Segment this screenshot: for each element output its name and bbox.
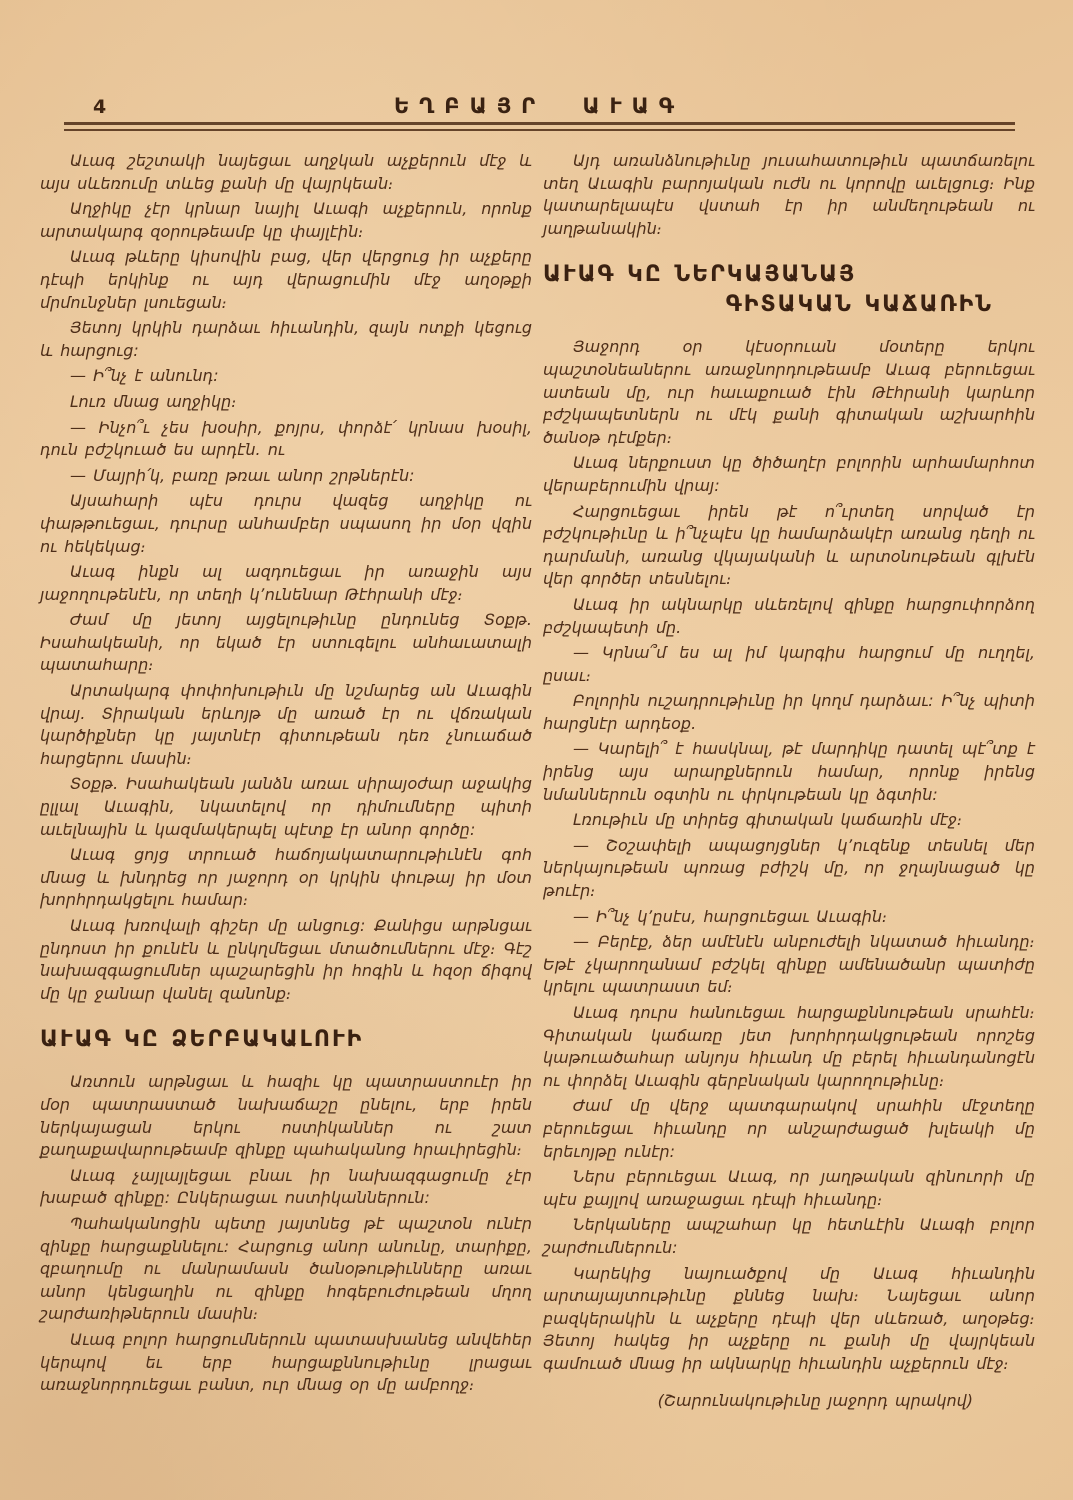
dialogue-paragraph: — Մայրի՛կ, բառը թռաւ անոր շրթներէն: <box>70 465 415 485</box>
paragraph: Աղջիկը չէր կրնար նայիլ Աւագի աչքերուն, որոնք արտակարգ զօրութեամբ կը փայլէին։ <box>40 199 532 241</box>
paragraph: Ժամ մը յետոյ այցելութիւնը ընդունեց Տօքթ. Իսահակեանի, որ եկած էր ստուգելու անհաւատալի պատահարը։ <box>40 610 532 675</box>
section-heading-line: ԳԻՏԱԿԱՆ ԿԱՃԱՌԻՆ <box>725 292 993 318</box>
text-column-left <box>40 150 532 1400</box>
paragraph: Աւագ ներքուստ կը ծիծաղէր բոլորին արհամարհոտ վերաբերումին վրայ: <box>543 453 1035 495</box>
paragraph: Լռութիւն մը տիրեց գիտական կաճառին մէջ։ <box>573 810 963 830</box>
paragraph: Արտակարգ փոփոխութիւն մը նշմարեց ան Աւագին վրայ. Տիրական երևոյթ մը առած էր ու վճռական կարծիքներ կը յայտնէր գիտութեան դեռ չնուաճած հարցերու մասին։ <box>40 681 532 768</box>
paragraph: Յաջորդ օր կէսօրուան մօտերը երկու պաշտօնեաներու առաջնորդութեամբ Աւագ բերուեցաւ ատեան մը, ուր հաւաքուած էին Թէհրանի կարևոր բժշկապետներն ու մէկ քանի գիտական աշխարհին ծանօթ դէմքեր։ <box>543 337 1035 447</box>
text-column-right <box>543 150 1035 1412</box>
section-heading: ԱՒԱԳ ԿԸ ՁԵՐԲԱԿԱԼՈՒԻ <box>40 1027 364 1053</box>
paragraph: Աւագ իր ակնարկը սևեռելով զինքը հարցուփորձող բժշկապետի մը. <box>543 594 1035 637</box>
dialogue-paragraph: — Բերէք, ձեր ամէնէն անբուժելի նկատած հիւանդը։ Եթէ չկարողանամ բժշկել զինքը ամենածանր պատիժը կրելու պատրաստ եմ։ <box>543 932 1035 997</box>
dialogue-paragraph: — Շօշափելի ապացոյցներ կ՚ուզենք տեսնել մեր ներկայութեան պոռաց բժիշկ մը, որ ջղայնացած կը թուէր։ <box>543 835 1035 901</box>
page-header <box>65 94 1013 120</box>
paragraph: Աւագ դուրս հանուեցաւ հարցաքննութեան սրահէն։ Գիտական կաճառը յետ խորհրդակցութեան որոշեց կաթուածահար անյոյս հիւանդ մը բերել հիւանդանոցէն ու փորձել Աւագին գերբնական կարողութիւնը։ <box>543 1003 1035 1090</box>
paragraph: Աւագ ցոյց տրուած հաճոյակատարութիւնէն գոհ մնաց և խնդրեց որ յաջորդ օր կրկին փութայ իր մօտ խորհրդակցելու համար։ <box>40 845 532 910</box>
dialogue-paragraph: — Ի՞նչ կ՚ըսէս, հարցուեցաւ Աւագին։ <box>573 906 888 926</box>
paragraph: Ժամ մը վերջ պատգարակով սրահին մէջտեղը բերուեցաւ հիւանդը որ անշարժացած խլեակի մը երեւոյթը ունէր: <box>543 1096 1035 1161</box>
paragraph: Տօքթ. Իսահակեան յանձն առաւ սիրայօժար աջակից ըլլալ Աւագին, նկատելով որ դիմումները պիտի աւելնային և կազմակերպել պէտք էր անոր գործը: <box>40 774 532 839</box>
paragraph: Ներկաները ապշահար կը հետևէին Աւագի բոլոր շարժումներուն: <box>543 1215 1035 1257</box>
paragraph: Կարեկից նայուածքով մը Աւագ հիւանդին արտայայտութիւնը քննեց նախ։ Նայեցաւ անոր բազկերակին և աչքերը դէպի վեր սևեռած, աղօթեց։ Յետոյ հակեց իր աչքերը ու քանի մը վայրկեան գամուած մնաց իր ակնարկը հիւանդին աչքերուն մէջ։ <box>543 1263 1035 1373</box>
dialogue-paragraph: — Ի՞նչ է անունդ: <box>70 366 219 386</box>
paragraph: Ներս բերուեցաւ Աւագ, որ յաղթական զինուորի մը պէս քայլով առաջացաւ դէպի հիւանդը։ <box>543 1167 1035 1209</box>
dialogue-paragraph: — Կարելի՞ է հասկնալ, թէ մարդիկը դատել պէ՞տք է իրենց այս արարքներուն համար, որոնք իրենց նմաններուն օգտին ու փրկութեան կը ձգտին: <box>543 739 1035 804</box>
paragraph: Աւագ շեշտակի նայեցաւ աղջկան աչքերուն մէջ և այս սևեռումը տևեց քանի մը վայրկեան։ <box>40 151 532 193</box>
paragraph: Աւագ ինքն ալ ազդուեցաւ իր առաջին այս յաջողութենէն, որ տեղի կ՚ունենար Թէհրանի մէջ։ <box>40 562 532 604</box>
dialogue-paragraph: — Ինչո՞ւ չես խօսիր, քոյրս, փորձէ՛ կրնաս խօսիլ, դուն բժշկուած ես արդէն. ու <box>40 417 532 460</box>
paragraph: Պահականոցին պետը յայտնեց թէ պաշտօն ունէր զինքը հարցաքննելու: Հարցուց անոր անունը, տարիքը, զբաղումը ու մանրամասն ծանօթութիւնները առաւ անոր կենցաղին ու զինքը հոգեբուժութեան մղող շարժառիթներուն մասին։ <box>40 1213 532 1324</box>
paragraph: Աւագ բոլոր հարցումներուն պատասխանեց անվեհեր կերպով եւ երբ հարցաքննութիւնը լրացաւ առաջնորդուեցաւ բանտ, ուր մնաց օր մը ամբողջ։ <box>40 1329 532 1395</box>
masthead-title: ԵՂԲԱՅՐ ԱՒԱԳ <box>393 94 685 118</box>
paragraph: Յետոյ կրկին դարձաւ հիւանդին, զայն ոտքի կեցուց և հարցուց: <box>40 318 532 360</box>
dialogue-paragraph: — Կրնա՞մ ես ալ իմ կարգիս հարցում մը ուղղել, ըսաւ։ <box>543 643 1035 685</box>
paragraph: Բոլորին ուշադրութիւնը իր կողմ դարձաւ: Ի՞նչ պիտի հարցնէր արդեօք. <box>543 691 1035 733</box>
paragraph: Այդ առանձնութիւնը յուսահատութիւն պատճառելու տեղ Աւագին բարոյական ուժն ու կորովը աւելցուց։ Ինք կատարելապէս վստահ էր իր անմեղութեան ու յաղթանակին։ <box>543 151 1035 238</box>
paragraph: Աւագ չայլայլեցաւ բնաւ իր նախազգացումը չէր խաբած զինքը: Ընկերացաւ ոստիկաններուն: <box>40 1165 532 1208</box>
continuation-note: (Շարունակութիւնը յաջորդ պրակով) <box>657 1390 973 1410</box>
section-heading <box>543 260 1035 320</box>
paragraph: Այսահարի պէս դուրս վազեց աղջիկը ու փաթթուեցաւ, դուրսը անհամբեր սպասող իր մօր վզին ու հեկեկաց։ <box>40 491 532 556</box>
paragraph: Հարցուեցաւ իրեն թէ ո՞ւրտեղ սորված էր բժշկութիւնը և ի՞նչպէս կը համարձակէր առանց դեղի ու դարմանի, առանց վկայականի և արտօնութեան գլխէն վեր գործեր տեսնելու։ <box>543 501 1035 589</box>
paragraph: Լուռ մնաց աղջիկը։ <box>70 391 237 411</box>
paragraph: Առտուն արթնցաւ և հազիւ կը պատրաստուէր իր մօր պատրաստած նախաճաշը ընելու, երբ իրեն ներկայացան երկու ոստիկաններ ու շատ քաղաքավարութեամբ զինքը պահականոց հրաւիրեցին։ <box>40 1072 532 1160</box>
paragraph: Աւագ թևերը կիսովին բաց, վեր վերցուց իր աչքերը դէպի երկինք ու այդ վերացումին մէջ աղօթքի մրմունջներ լսուեցան։ <box>40 247 532 312</box>
section-heading-line: ԱՒԱԳ ԿԸ ՆԵՐԿԱՅԱՆԱՅ <box>543 262 857 288</box>
paragraph: Աւագ խռովալի գիշեր մը անցուց: Քանիցս արթնցաւ ընդոստ իր քունէն և ընկղմեցաւ մտածումներու մէջ։ Գէշ նախազգացումներ պաշարեցին իր հոգին և հզօր ճիգով մը կը ջանար վանել զանոնք։ <box>40 916 532 1003</box>
page-number: 4 <box>93 96 107 118</box>
header-double-rule <box>64 122 1015 131</box>
